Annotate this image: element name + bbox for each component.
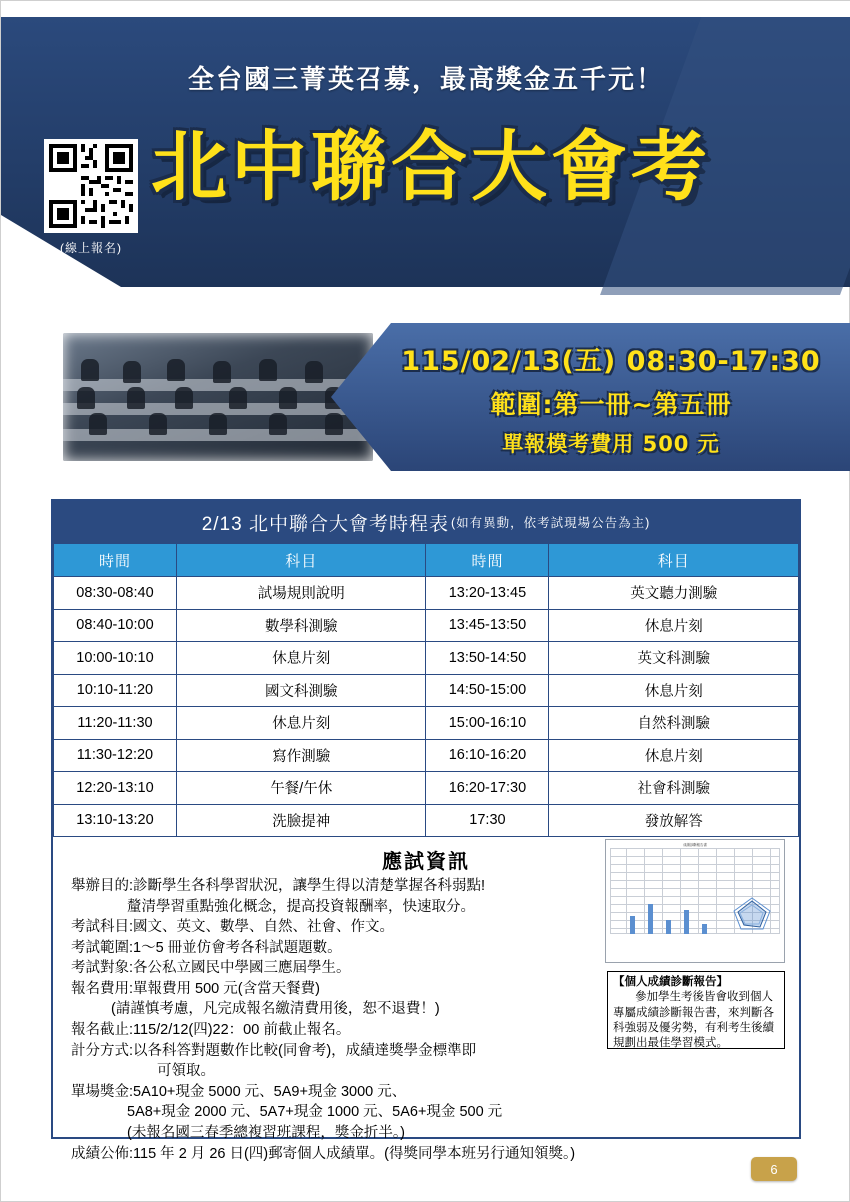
info-section bbox=[53, 837, 799, 1164]
info-body bbox=[53, 876, 799, 1164]
table-row bbox=[54, 674, 799, 707]
main-card bbox=[51, 499, 801, 1162]
schedule-table bbox=[53, 543, 799, 837]
cell: 午餐/午休 bbox=[176, 772, 426, 805]
banner-fee: 單報模考費用 500 元 bbox=[502, 432, 720, 456]
cell: 休息片刻 bbox=[176, 707, 426, 740]
info-line: 考試範圍:1～5 冊並仿會考各科試題題數。 bbox=[71, 939, 342, 956]
table-row bbox=[54, 707, 799, 740]
cell: 寫作測驗 bbox=[176, 739, 426, 772]
cell: 休息片刻 bbox=[549, 739, 799, 772]
page-title: 北中聯合大會考 bbox=[151, 122, 711, 211]
banner-date-time: 115/02/13(五) 08:30-17:30 bbox=[401, 346, 821, 377]
banner-text bbox=[381, 339, 841, 458]
cell: 英文聽力測驗 bbox=[549, 577, 799, 610]
table-row bbox=[54, 804, 799, 837]
cell: 休息片刻 bbox=[176, 642, 426, 675]
cell: 洗臉提神 bbox=[176, 804, 426, 837]
qr-block bbox=[39, 139, 143, 256]
info-title: 應試資訊 bbox=[382, 851, 470, 873]
cell: 國文科測驗 bbox=[176, 674, 426, 707]
qr-caption: (線上報名) bbox=[60, 241, 122, 255]
cell: 數學科測驗 bbox=[176, 609, 426, 642]
cell: 休息片刻 bbox=[549, 609, 799, 642]
info-line: 計分方式:以各科答對題數作比較(同會考)，成績達獎學金標準即 bbox=[71, 1042, 477, 1059]
score-report-sample-image: 成績診斷報告書 bbox=[605, 839, 785, 963]
diagnostic-box-title: 【個人成績診斷報告】 bbox=[613, 976, 728, 988]
page-number-badge: 6 bbox=[751, 1157, 797, 1181]
table-row bbox=[54, 609, 799, 642]
banner-section bbox=[1, 301, 850, 493]
cell: 10:10-11:20 bbox=[54, 674, 177, 707]
col-time-1: 時間 bbox=[54, 544, 177, 577]
banner-scope: 範圍:第一冊~第五冊 bbox=[490, 390, 732, 419]
table-row bbox=[54, 739, 799, 772]
info-line: (未報名國三春季總複習班課程，獎金折半。) bbox=[127, 1124, 405, 1141]
cell: 13:20-13:45 bbox=[426, 577, 549, 610]
info-line: 考試對象:各公私立國民中學國三應屆學生。 bbox=[71, 960, 351, 977]
cell: 休息片刻 bbox=[549, 674, 799, 707]
cell: 10:00-10:10 bbox=[54, 642, 177, 675]
qr-code-icon[interactable] bbox=[44, 139, 138, 233]
cell: 自然科測驗 bbox=[549, 707, 799, 740]
schedule-title-note: (如有異動，依考試現場公告為主) bbox=[450, 516, 651, 530]
info-line: 5A8+現金 2000 元、5A7+現金 1000 元、5A6+現金 500 元 bbox=[127, 1104, 503, 1121]
info-line: 單場獎金:5A10+現金 5000 元、5A9+現金 3000 元、 bbox=[71, 1083, 407, 1100]
cell: 11:20-11:30 bbox=[54, 707, 177, 740]
info-line: (請謹慎考慮，凡完成報名繳清費用後，恕不退費！) bbox=[111, 1001, 440, 1018]
info-line: 可領取。 bbox=[157, 1063, 215, 1080]
table-row bbox=[54, 577, 799, 610]
cell: 08:30-08:40 bbox=[54, 577, 177, 610]
cell: 發放解答 bbox=[549, 804, 799, 837]
info-line: 成績公佈:115 年 2 月 26 日(四)郵寄個人成績單。(得獎同學本班另行通知領獎。) bbox=[71, 1145, 576, 1162]
cell: 16:20-17:30 bbox=[426, 772, 549, 805]
header-top-margin bbox=[1, 1, 850, 17]
cell: 13:45-13:50 bbox=[426, 609, 549, 642]
col-time-2: 時間 bbox=[426, 544, 549, 577]
cell: 12:20-13:10 bbox=[54, 772, 177, 805]
info-line: 報名費用:單報費用 500 元(含當天餐費) bbox=[71, 980, 320, 997]
diagnostic-box-body: 參加學生考後皆會收到個人專屬成績診斷報告書，來判斷各科強弱及優劣勢，有利考生後續規劃出最佳學習模式。 bbox=[613, 991, 774, 1050]
cell: 16:10-16:20 bbox=[426, 739, 549, 772]
cell: 13:10-13:20 bbox=[54, 804, 177, 837]
cell: 15:00-16:10 bbox=[426, 707, 549, 740]
cell: 17:30 bbox=[426, 804, 549, 837]
info-line: 釐清學習重點強化概念，提高投資報酬率，快速取分。 bbox=[127, 898, 475, 915]
table-row bbox=[54, 642, 799, 675]
cell: 13:50-14:50 bbox=[426, 642, 549, 675]
col-subject-2: 科目 bbox=[549, 544, 799, 577]
info-line: 考試科目:國文、英文、數學、自然、社會、作文。 bbox=[71, 919, 395, 936]
cell: 14:50-15:00 bbox=[426, 674, 549, 707]
cell: 英文科測驗 bbox=[549, 642, 799, 675]
info-line: 舉辦目的:診斷學生各科學習狀況，讓學生得以清楚掌握各科弱點! bbox=[71, 878, 486, 894]
header-section bbox=[1, 1, 850, 301]
schedule-title bbox=[53, 501, 799, 543]
cell: 11:30-12:20 bbox=[54, 739, 177, 772]
cell: 08:40-10:00 bbox=[54, 609, 177, 642]
cell: 試場規則說明 bbox=[176, 577, 426, 610]
info-line: 報名截止:115/2/12(四)22：00 前截止報名。 bbox=[71, 1022, 351, 1039]
schedule-title-text: 2/13 北中聯合大會考時程表 bbox=[201, 513, 449, 535]
table-header-row bbox=[54, 544, 799, 577]
table-row bbox=[54, 772, 799, 805]
cell: 社會科測驗 bbox=[549, 772, 799, 805]
header-tagline: 全台國三菁英召募，最高獎金五千元！ bbox=[187, 65, 664, 94]
col-subject-1: 科目 bbox=[176, 544, 426, 577]
exam-hall-photo bbox=[63, 333, 373, 461]
